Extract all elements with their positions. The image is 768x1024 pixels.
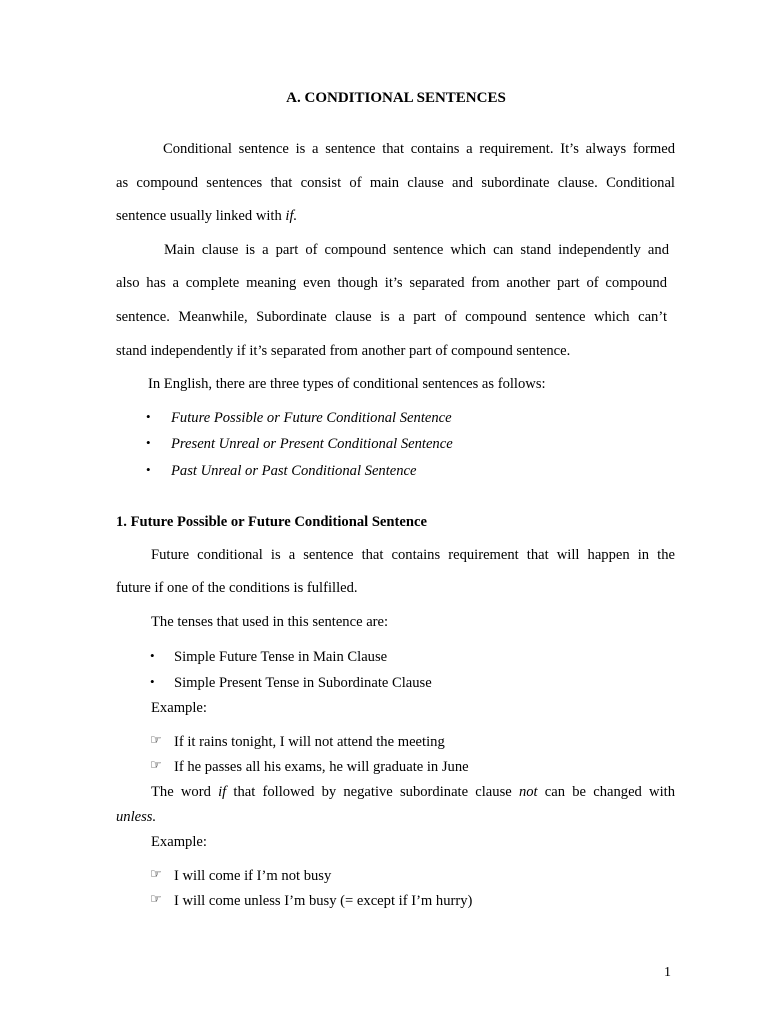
pointing-hand-icon: ☞ — [150, 758, 162, 773]
word-note-line-1 — [116, 783, 675, 801]
paragraph-2-line-3: sentence. Meanwhile, Subordinate clause is a part of compound sentence which can’t — [116, 309, 667, 325]
list-item: If it rains tonight, I will not attend the meeting — [174, 734, 445, 750]
paragraph-3: In English, there are three types of conditional sentences as follows: — [148, 376, 546, 392]
page-title: A. CONDITIONAL SENTENCES — [286, 90, 506, 106]
example-label: Example: — [151, 834, 207, 850]
paragraph-2-line-1: Main clause is a part of compound sentence which can stand independently and — [164, 242, 669, 258]
bullet-dot: • — [146, 409, 151, 424]
example-label: Example: — [151, 700, 207, 716]
list-item: Simple Future Tense in Main Clause — [174, 649, 388, 665]
paragraph-2-line-4: stand independently if it’s separated from another part of compound sentence. — [116, 343, 571, 359]
paragraph-1-line-3-text: sentence usually linked with — [116, 208, 286, 224]
section-heading: 1. Future Possible or Future Conditional Sentence — [116, 514, 427, 530]
list-item: Present Unreal or Present Conditional Sentence — [171, 436, 453, 452]
bullet-dot: • — [150, 648, 155, 663]
word-note-text: The word — [151, 784, 219, 800]
paragraph-2-line-2: also has a complete meaning even though it’s separated from another part of compound — [116, 275, 667, 291]
page-number: 1 — [664, 965, 671, 980]
paragraph-1-if-word: if. — [285, 208, 298, 224]
paragraph-1-line-2: as compound sentences that consist of main clause and subordinate clause. Conditional — [116, 175, 675, 191]
paragraph-1-line-3 — [116, 207, 297, 225]
list-item: I will come unless I’m busy (= except if I’m hurry) — [174, 893, 473, 909]
word-note-not: not — [518, 784, 538, 800]
paragraph-1-line-1: Conditional sentence is a sentence that contains a requirement. It’s always formed — [163, 141, 675, 157]
bullet-dot: • — [146, 462, 151, 477]
list-item: If he passes all his exams, he will graduate in June — [174, 759, 469, 775]
word-note-unless: unless. — [116, 809, 157, 825]
pointing-hand-icon: ☞ — [150, 892, 162, 907]
word-note-text: can be changed with — [537, 784, 676, 800]
pointing-hand-icon: ☞ — [150, 867, 162, 882]
section-paragraph-line-1: Future conditional is a sentence that contains requirement that will happen in the — [151, 547, 675, 563]
bullet-dot: • — [146, 435, 151, 450]
word-note-text: that followed by negative subordinate clause — [226, 784, 519, 800]
section-paragraph-line-2: future if one of the conditions is fulfilled. — [116, 580, 358, 596]
tenses-intro: The tenses that used in this sentence are: — [151, 614, 389, 630]
list-item: Past Unreal or Past Conditional Sentence — [171, 463, 417, 479]
word-note-if: if — [218, 784, 227, 800]
bullet-dot: • — [150, 674, 155, 689]
list-item: I will come if I’m not busy — [174, 868, 332, 884]
list-item: Future Possible or Future Conditional Sentence — [171, 410, 452, 426]
pointing-hand-icon: ☞ — [150, 733, 162, 748]
list-item: Simple Present Tense in Subordinate Clause — [174, 675, 432, 691]
